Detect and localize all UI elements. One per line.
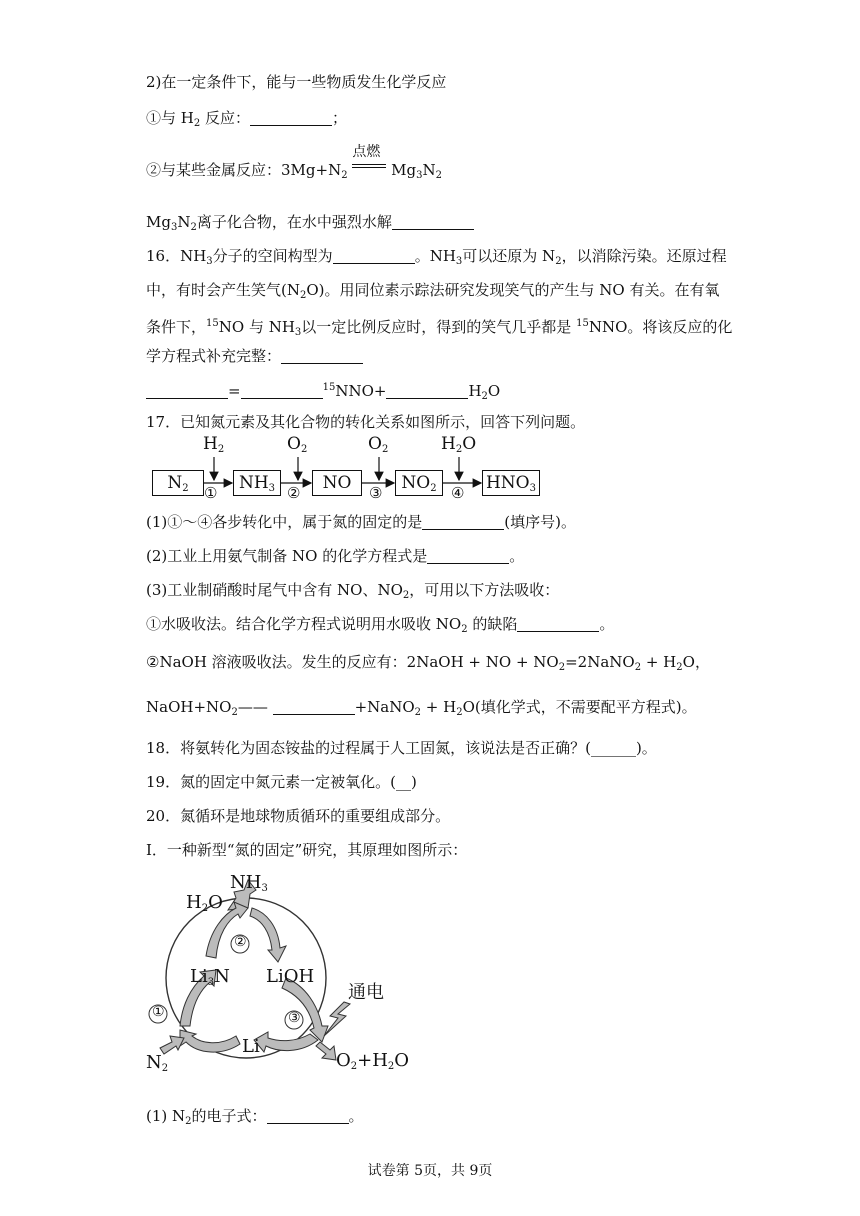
reagent-o2-a: $O_2$ <box>287 434 308 455</box>
step-3-label: ③ <box>369 484 383 502</box>
label-step-2: ② <box>234 934 247 950</box>
q20-part-1: Ⅰ．一种新型“氮的固定”研究，其原理如图所示： <box>146 841 468 859</box>
q20-sub-1: (1) $N_2$的电子式： 。 <box>146 1107 364 1127</box>
label-n2: $N_2$ <box>146 1052 169 1074</box>
conversion-arrows <box>140 430 560 510</box>
answer-blank[interactable] <box>250 109 332 126</box>
page-footer: 试卷第 5页，共 9页 <box>367 1163 493 1179</box>
q20-intro: 20．氮循环是地球物质循环的重要组成部分。 <box>146 807 451 825</box>
q17-part-3: (3)工业制硝酸时尾气中含有 NO、$NO_2$，可用以下方法吸收： <box>146 581 560 601</box>
answer-blank[interactable] <box>392 213 474 230</box>
label-step-3: ③ <box>288 1010 301 1026</box>
q16-line-4: 学方程式补充完整： <box>146 346 363 366</box>
q16-equation: = $^{15}NNO+ H_2O$ <box>146 378 500 407</box>
label-li3n: $Li_3N$ <box>190 966 230 988</box>
q16-line-1: 16．$NH_3$分子的空间构型为 。$NH_3$可以还原为 $N_2$，以消除污染。还原过程 <box>146 247 727 267</box>
box-n2: $N_2$ <box>152 470 204 496</box>
step-4-label: ④ <box>451 484 465 502</box>
answer-blank[interactable] <box>281 347 363 364</box>
label-o2-h2o: $O_2+H_2O$ <box>336 1050 410 1072</box>
answer-blank[interactable] <box>427 547 509 564</box>
q17-part-3-naoh: ②NaOH 溶液吸收法。发生的反应有：2NaOH + NO + $NO_2=2NaNO_2 + H_2O$， <box>146 653 710 673</box>
q17-part-1: (1)①～④各步转化中，属于氮的固定的是 (填序号)。 <box>146 513 576 531</box>
answer-blank[interactable] <box>146 382 228 399</box>
q17-part-3-naoh-2: $NaOH+NO_2——$ +NaNO$_2$ + $H_2O$(填化学式，不需要配平方程式)。 <box>146 698 697 718</box>
q17-part-2: (2)工业上用氨气制备 NO 的化学方程式是 。 <box>146 547 525 565</box>
step-2-label: ② <box>287 484 301 502</box>
q19: 19．氮的固定中氮元素一定被氧化。(__) <box>146 773 417 791</box>
reagent-h2o: $H_2O$ <box>441 434 477 455</box>
label-step-1: ① <box>152 1004 165 1020</box>
answer-blank[interactable] <box>267 1107 349 1124</box>
label-nh3: $NH_3$ <box>230 872 268 894</box>
label-li: Li <box>242 1036 260 1057</box>
q15-line-2: ①与 $H_2$ 反应： ； <box>146 109 348 129</box>
reagent-h2: $H_2$ <box>203 434 225 455</box>
reagent-o2-b: $O_2$ <box>368 434 389 455</box>
label-lioh: LiOH <box>266 966 315 987</box>
label-power: 通电 <box>348 982 384 1003</box>
q16-line-3: 条件下，$^{15}$NO 与 $NH_3$以一定比例反应时，得到的笑气几乎都是 $^{15}$NNO。将该反应的化 <box>146 318 733 338</box>
answer-blank[interactable] <box>517 615 599 632</box>
answer-blank[interactable] <box>241 382 323 399</box>
box-no2: $NO_2$ <box>395 470 443 496</box>
answer-blank[interactable] <box>273 698 355 715</box>
box-nh3: $NH_3$ <box>233 470 281 496</box>
reaction-condition: 点燃 <box>352 160 386 180</box>
q17-intro: 17．已知氮元素及其化合物的转化关系如图所示，回答下列问题。 <box>146 413 586 431</box>
box-no: NO <box>312 470 362 496</box>
answer-blank[interactable] <box>333 247 415 264</box>
answer-blank[interactable] <box>422 513 504 530</box>
answer-blank[interactable] <box>386 382 468 399</box>
q17-part-3-water: ①水吸收法。结合化学方程式说明用水吸收 $NO_2$ 的缺陷 。 <box>146 615 615 635</box>
q15-line-3: ②与某些金属反应：$3Mg+N_2$ 点燃 $Mg_3N_2$ <box>146 144 442 181</box>
q15-line-4: $Mg_3N_2$离子化合物，在水中强烈水解 <box>146 212 474 238</box>
q15-line-1: 2)在一定条件下，能与一些物质发生化学反应 <box>146 73 447 91</box>
q18: 18．将氨转化为固态铵盐的过程属于人工固氮，该说法是否正确？(______)。 <box>146 739 657 757</box>
box-hno3: $HNO_3$ <box>482 470 540 496</box>
q16-line-2: 中，有时会产生笑气$(N_2O)$。用同位素示踪法研究发现笑气的产生与 NO 有关。在有氧 <box>146 281 720 301</box>
step-1-label: ① <box>204 484 218 502</box>
label-h2o: $H_2O$ <box>186 892 223 914</box>
